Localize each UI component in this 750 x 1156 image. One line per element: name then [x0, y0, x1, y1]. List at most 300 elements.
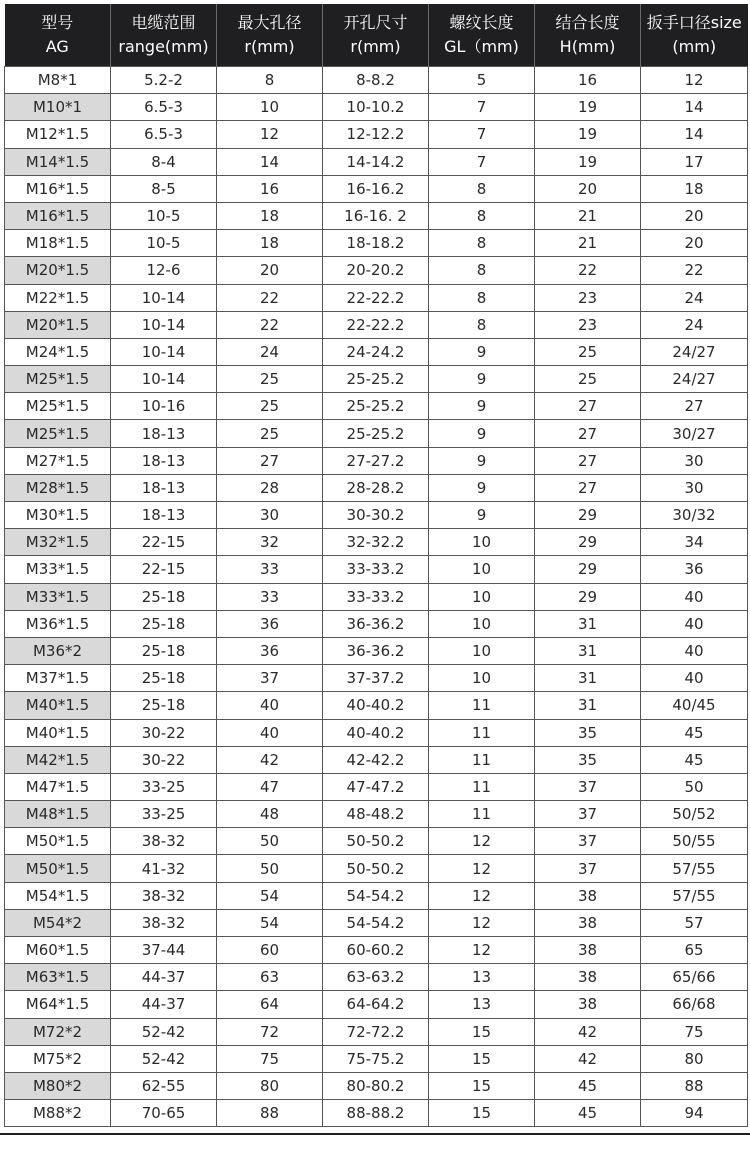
table-row: [5, 1045, 748, 1072]
table-row: [5, 284, 748, 311]
hole-size-cell: 40-40.2: [323, 719, 429, 746]
wrench-size-cell: 30/27: [641, 420, 748, 447]
table-row: [5, 610, 748, 637]
joint-length-cell: 42: [535, 1018, 641, 1045]
table-row: [5, 665, 748, 692]
model-cell: M36*1.5: [5, 610, 111, 637]
cable-range-cell: 33-25: [111, 773, 217, 800]
thread-length-cell: 11: [429, 773, 535, 800]
table-row: [5, 991, 748, 1018]
model-cell: M54*1.5: [5, 882, 111, 909]
hole-size-cell: 12-12.2: [323, 121, 429, 148]
hole-size-cell: 20-20.2: [323, 257, 429, 284]
hole-size-cell: 50-50.2: [323, 855, 429, 882]
joint-length-cell: 37: [535, 773, 641, 800]
table-row: [5, 366, 748, 393]
model-cell: M14*1.5: [5, 148, 111, 175]
joint-length-cell: 19: [535, 121, 641, 148]
max-bore-cell: 32: [217, 529, 323, 556]
max-bore-cell: 48: [217, 801, 323, 828]
cable-range-cell: 5.2-2: [111, 67, 217, 94]
max-bore-cell: 27: [217, 447, 323, 474]
hole-size-cell: 36-36.2: [323, 637, 429, 664]
thread-length-cell: 8: [429, 311, 535, 338]
wrench-size-cell: 75: [641, 1018, 748, 1045]
hole-size-cell: 22-22.2: [323, 284, 429, 311]
hole-size-cell: 25-25.2: [323, 420, 429, 447]
joint-length-cell: 22: [535, 257, 641, 284]
model-cell: M25*1.5: [5, 393, 111, 420]
cable-range-cell: 10-5: [111, 202, 217, 229]
joint-length-cell: 35: [535, 719, 641, 746]
model-cell: M18*1.5: [5, 230, 111, 257]
max-bore-cell: 22: [217, 311, 323, 338]
hole-size-cell: 22-22.2: [323, 311, 429, 338]
wrench-size-cell: 50: [641, 773, 748, 800]
joint-length-cell: 19: [535, 94, 641, 121]
table-row: [5, 257, 748, 284]
header-cable-range: 电缆范围 range(mm): [111, 4, 217, 67]
wrench-size-cell: 30/32: [641, 502, 748, 529]
wrench-size-cell: 45: [641, 746, 748, 773]
joint-length-cell: 38: [535, 964, 641, 991]
joint-length-cell: 20: [535, 175, 641, 202]
joint-length-cell: 29: [535, 583, 641, 610]
thread-length-cell: 13: [429, 991, 535, 1018]
hole-size-cell: 80-80.2: [323, 1072, 429, 1099]
table-row: [5, 692, 748, 719]
max-bore-cell: 47: [217, 773, 323, 800]
wrench-size-cell: 20: [641, 230, 748, 257]
thread-length-cell: 9: [429, 420, 535, 447]
wrench-size-cell: 17: [641, 148, 748, 175]
model-cell: M24*1.5: [5, 338, 111, 365]
joint-length-cell: 31: [535, 610, 641, 637]
joint-length-cell: 29: [535, 529, 641, 556]
joint-length-cell: 42: [535, 1045, 641, 1072]
joint-length-cell: 37: [535, 828, 641, 855]
joint-length-cell: 25: [535, 338, 641, 365]
joint-length-cell: 27: [535, 447, 641, 474]
cable-range-cell: 30-22: [111, 719, 217, 746]
cable-range-cell: 25-18: [111, 692, 217, 719]
thread-length-cell: 10: [429, 637, 535, 664]
cable-range-cell: 8-4: [111, 148, 217, 175]
max-bore-cell: 75: [217, 1045, 323, 1072]
max-bore-cell: 16: [217, 175, 323, 202]
joint-length-cell: 31: [535, 665, 641, 692]
cable-range-cell: 25-18: [111, 610, 217, 637]
cable-range-cell: 8-5: [111, 175, 217, 202]
cable-range-cell: 10-14: [111, 338, 217, 365]
wrench-size-cell: 30: [641, 447, 748, 474]
wrench-size-cell: 22: [641, 257, 748, 284]
thread-length-cell: 9: [429, 447, 535, 474]
table-row: [5, 420, 748, 447]
model-cell: M63*1.5: [5, 964, 111, 991]
thread-length-cell: 8: [429, 257, 535, 284]
wrench-size-cell: 40: [641, 583, 748, 610]
joint-length-cell: 23: [535, 284, 641, 311]
table-row: [5, 637, 748, 664]
hole-size-cell: 10-10.2: [323, 94, 429, 121]
table-row: [5, 148, 748, 175]
hole-size-cell: 18-18.2: [323, 230, 429, 257]
table-row: [5, 937, 748, 964]
hole-size-cell: 25-25.2: [323, 393, 429, 420]
table-row: [5, 583, 748, 610]
max-bore-cell: 36: [217, 610, 323, 637]
hole-size-cell: 64-64.2: [323, 991, 429, 1018]
wrench-size-cell: 24: [641, 284, 748, 311]
wrench-size-cell: 30: [641, 474, 748, 501]
cable-range-cell: 38-32: [111, 909, 217, 936]
bottom-divider: [0, 1133, 750, 1135]
thread-length-cell: 7: [429, 94, 535, 121]
hole-size-cell: 24-24.2: [323, 338, 429, 365]
cable-range-cell: 44-37: [111, 964, 217, 991]
cable-range-cell: 25-18: [111, 665, 217, 692]
max-bore-cell: 37: [217, 665, 323, 692]
joint-length-cell: 27: [535, 393, 641, 420]
max-bore-cell: 22: [217, 284, 323, 311]
model-cell: M42*1.5: [5, 746, 111, 773]
hole-size-cell: 33-33.2: [323, 583, 429, 610]
wrench-size-cell: 57/55: [641, 882, 748, 909]
model-cell: M48*1.5: [5, 801, 111, 828]
table-row: [5, 719, 748, 746]
model-cell: M25*1.5: [5, 366, 111, 393]
hole-size-cell: 88-88.2: [323, 1100, 429, 1127]
joint-length-cell: 38: [535, 991, 641, 1018]
max-bore-cell: 50: [217, 828, 323, 855]
wrench-size-cell: 14: [641, 121, 748, 148]
cable-range-cell: 10-14: [111, 366, 217, 393]
model-cell: M54*2: [5, 909, 111, 936]
thread-length-cell: 11: [429, 746, 535, 773]
table-row: [5, 230, 748, 257]
cable-range-cell: 18-13: [111, 502, 217, 529]
wrench-size-cell: 24: [641, 311, 748, 338]
hole-size-cell: 32-32.2: [323, 529, 429, 556]
header-thread-length: 螺纹长度 GL（mm): [429, 4, 535, 67]
model-cell: M20*1.5: [5, 257, 111, 284]
table-row: [5, 393, 748, 420]
thread-length-cell: 10: [429, 529, 535, 556]
cable-range-cell: 70-65: [111, 1100, 217, 1127]
cable-range-cell: 33-25: [111, 801, 217, 828]
table-row: [5, 94, 748, 121]
hole-size-cell: 33-33.2: [323, 556, 429, 583]
cable-range-cell: 52-42: [111, 1045, 217, 1072]
model-cell: M40*1.5: [5, 692, 111, 719]
hole-size-cell: 47-47.2: [323, 773, 429, 800]
max-bore-cell: 50: [217, 855, 323, 882]
max-bore-cell: 18: [217, 202, 323, 229]
thread-length-cell: 9: [429, 338, 535, 365]
wrench-size-cell: 65/66: [641, 964, 748, 991]
wrench-size-cell: 50/52: [641, 801, 748, 828]
max-bore-cell: 40: [217, 719, 323, 746]
wrench-size-cell: 36: [641, 556, 748, 583]
model-cell: M40*1.5: [5, 719, 111, 746]
model-cell: M30*1.5: [5, 502, 111, 529]
table-row: [5, 556, 748, 583]
thread-length-cell: 12: [429, 828, 535, 855]
model-cell: M20*1.5: [5, 311, 111, 338]
hole-size-cell: 40-40.2: [323, 692, 429, 719]
wrench-size-cell: 80: [641, 1045, 748, 1072]
thread-length-cell: 5: [429, 67, 535, 94]
model-cell: M60*1.5: [5, 937, 111, 964]
cable-range-cell: 22-15: [111, 529, 217, 556]
header-model: 型号 AG: [5, 4, 111, 67]
model-cell: M16*1.5: [5, 175, 111, 202]
thread-length-cell: 12: [429, 855, 535, 882]
joint-length-cell: 45: [535, 1100, 641, 1127]
thread-length-cell: 7: [429, 121, 535, 148]
thread-length-cell: 8: [429, 202, 535, 229]
cable-range-cell: 38-32: [111, 882, 217, 909]
joint-length-cell: 16: [535, 67, 641, 94]
thread-length-cell: 9: [429, 502, 535, 529]
max-bore-cell: 63: [217, 964, 323, 991]
model-cell: M32*1.5: [5, 529, 111, 556]
joint-length-cell: 31: [535, 637, 641, 664]
joint-length-cell: 21: [535, 202, 641, 229]
wrench-size-cell: 12: [641, 67, 748, 94]
wrench-size-cell: 14: [641, 94, 748, 121]
thread-length-cell: 15: [429, 1045, 535, 1072]
cable-range-cell: 10-16: [111, 393, 217, 420]
table-row: [5, 338, 748, 365]
max-bore-cell: 12: [217, 121, 323, 148]
wrench-size-cell: 45: [641, 719, 748, 746]
joint-length-cell: 27: [535, 420, 641, 447]
max-bore-cell: 28: [217, 474, 323, 501]
max-bore-cell: 10: [217, 94, 323, 121]
table-row: [5, 773, 748, 800]
thread-length-cell: 10: [429, 556, 535, 583]
hole-size-cell: 54-54.2: [323, 882, 429, 909]
thread-length-cell: 9: [429, 474, 535, 501]
hole-size-cell: 28-28.2: [323, 474, 429, 501]
cable-range-cell: 44-37: [111, 991, 217, 1018]
table-row: [5, 909, 748, 936]
header-joint-length: 结合长度 H(mm): [535, 4, 641, 67]
cable-range-cell: 38-32: [111, 828, 217, 855]
joint-length-cell: 29: [535, 502, 641, 529]
joint-length-cell: 38: [535, 882, 641, 909]
wrench-size-cell: 20: [641, 202, 748, 229]
joint-length-cell: 29: [535, 556, 641, 583]
cable-range-cell: 22-15: [111, 556, 217, 583]
joint-length-cell: 37: [535, 855, 641, 882]
max-bore-cell: 25: [217, 420, 323, 447]
thread-length-cell: 12: [429, 937, 535, 964]
max-bore-cell: 8: [217, 67, 323, 94]
model-cell: M50*1.5: [5, 855, 111, 882]
max-bore-cell: 25: [217, 393, 323, 420]
hole-size-cell: 16-16.2: [323, 175, 429, 202]
cable-range-cell: 10-14: [111, 311, 217, 338]
model-cell: M27*1.5: [5, 447, 111, 474]
table-row: [5, 828, 748, 855]
cable-range-cell: 10-5: [111, 230, 217, 257]
thread-length-cell: 15: [429, 1072, 535, 1099]
joint-length-cell: 25: [535, 366, 641, 393]
thread-length-cell: 8: [429, 175, 535, 202]
table-row: [5, 121, 748, 148]
wrench-size-cell: 34: [641, 529, 748, 556]
cable-range-cell: 18-13: [111, 474, 217, 501]
cable-range-cell: 37-44: [111, 937, 217, 964]
hole-size-cell: 75-75.2: [323, 1045, 429, 1072]
cable-range-cell: 6.5-3: [111, 121, 217, 148]
cable-range-cell: 18-13: [111, 447, 217, 474]
thread-length-cell: 7: [429, 148, 535, 175]
hole-size-cell: 72-72.2: [323, 1018, 429, 1045]
table-row: [5, 882, 748, 909]
wrench-size-cell: 94: [641, 1100, 748, 1127]
cable-range-cell: 25-18: [111, 637, 217, 664]
wrench-size-cell: 40: [641, 610, 748, 637]
joint-length-cell: 23: [535, 311, 641, 338]
max-bore-cell: 30: [217, 502, 323, 529]
model-cell: M25*1.5: [5, 420, 111, 447]
wrench-size-cell: 27: [641, 393, 748, 420]
hole-size-cell: 27-27.2: [323, 447, 429, 474]
model-cell: M22*1.5: [5, 284, 111, 311]
model-cell: M36*2: [5, 637, 111, 664]
max-bore-cell: 60: [217, 937, 323, 964]
max-bore-cell: 20: [217, 257, 323, 284]
hole-size-cell: 42-42.2: [323, 746, 429, 773]
max-bore-cell: 33: [217, 556, 323, 583]
max-bore-cell: 54: [217, 909, 323, 936]
joint-length-cell: 45: [535, 1072, 641, 1099]
max-bore-cell: 24: [217, 338, 323, 365]
hole-size-cell: 14-14.2: [323, 148, 429, 175]
thread-length-cell: 9: [429, 366, 535, 393]
model-cell: M72*2: [5, 1018, 111, 1045]
thread-length-cell: 9: [429, 393, 535, 420]
model-cell: M10*1: [5, 94, 111, 121]
table-row: [5, 746, 748, 773]
joint-length-cell: 19: [535, 148, 641, 175]
wrench-size-cell: 40: [641, 637, 748, 664]
model-cell: M37*1.5: [5, 665, 111, 692]
wrench-size-cell: 40: [641, 665, 748, 692]
hole-size-cell: 25-25.2: [323, 366, 429, 393]
model-cell: M47*1.5: [5, 773, 111, 800]
header-max-bore: 最大孔径 r(mm): [217, 4, 323, 67]
thread-length-cell: 11: [429, 801, 535, 828]
cable-range-cell: 6.5-3: [111, 94, 217, 121]
thread-length-cell: 10: [429, 665, 535, 692]
table-row: [5, 964, 748, 991]
max-bore-cell: 54: [217, 882, 323, 909]
cable-range-cell: 62-55: [111, 1072, 217, 1099]
hole-size-cell: 50-50.2: [323, 828, 429, 855]
hole-size-cell: 8-8.2: [323, 67, 429, 94]
table-row: [5, 447, 748, 474]
thread-length-cell: 11: [429, 719, 535, 746]
joint-length-cell: 37: [535, 801, 641, 828]
cable-range-cell: 41-32: [111, 855, 217, 882]
cable-range-cell: 10-14: [111, 284, 217, 311]
header-wrench-size: 扳手口径size (mm): [641, 4, 748, 67]
table-row: [5, 1018, 748, 1045]
max-bore-cell: 40: [217, 692, 323, 719]
model-cell: M75*2: [5, 1045, 111, 1072]
thread-length-cell: 10: [429, 583, 535, 610]
thread-length-cell: 15: [429, 1018, 535, 1045]
model-cell: M64*1.5: [5, 991, 111, 1018]
hole-size-cell: 36-36.2: [323, 610, 429, 637]
model-cell: M50*1.5: [5, 828, 111, 855]
hole-size-cell: 16-16. 2: [323, 202, 429, 229]
table-body: [5, 67, 748, 1127]
model-cell: M8*1: [5, 67, 111, 94]
wrench-size-cell: 66/68: [641, 991, 748, 1018]
joint-length-cell: 31: [535, 692, 641, 719]
thread-length-cell: 8: [429, 230, 535, 257]
model-cell: M16*1.5: [5, 202, 111, 229]
table-row: [5, 202, 748, 229]
hole-size-cell: 30-30.2: [323, 502, 429, 529]
table-row: [5, 1100, 748, 1127]
wrench-size-cell: 65: [641, 937, 748, 964]
wrench-size-cell: 50/55: [641, 828, 748, 855]
wrench-size-cell: 57: [641, 909, 748, 936]
joint-length-cell: 38: [535, 937, 641, 964]
table-row: [5, 67, 748, 94]
max-bore-cell: 14: [217, 148, 323, 175]
wrench-size-cell: 88: [641, 1072, 748, 1099]
max-bore-cell: 88: [217, 1100, 323, 1127]
thread-length-cell: 15: [429, 1100, 535, 1127]
hole-size-cell: 60-60.2: [323, 937, 429, 964]
max-bore-cell: 64: [217, 991, 323, 1018]
max-bore-cell: 18: [217, 230, 323, 257]
thread-length-cell: 10: [429, 610, 535, 637]
joint-length-cell: 35: [535, 746, 641, 773]
max-bore-cell: 36: [217, 637, 323, 664]
wrench-size-cell: 40/45: [641, 692, 748, 719]
cable-range-cell: 52-42: [111, 1018, 217, 1045]
wrench-size-cell: 24/27: [641, 338, 748, 365]
table-row: [5, 474, 748, 501]
model-cell: M28*1.5: [5, 474, 111, 501]
wrench-size-cell: 18: [641, 175, 748, 202]
model-cell: M33*1.5: [5, 583, 111, 610]
table-row: [5, 502, 748, 529]
thread-length-cell: 12: [429, 909, 535, 936]
table-row: [5, 311, 748, 338]
model-cell: M88*2: [5, 1100, 111, 1127]
hole-size-cell: 37-37.2: [323, 665, 429, 692]
joint-length-cell: 38: [535, 909, 641, 936]
max-bore-cell: 33: [217, 583, 323, 610]
hole-size-cell: 63-63.2: [323, 964, 429, 991]
spec-table: [4, 4, 748, 1127]
cable-range-cell: 12-6: [111, 257, 217, 284]
thread-length-cell: 13: [429, 964, 535, 991]
thread-length-cell: 8: [429, 284, 535, 311]
max-bore-cell: 72: [217, 1018, 323, 1045]
cable-range-cell: 25-18: [111, 583, 217, 610]
